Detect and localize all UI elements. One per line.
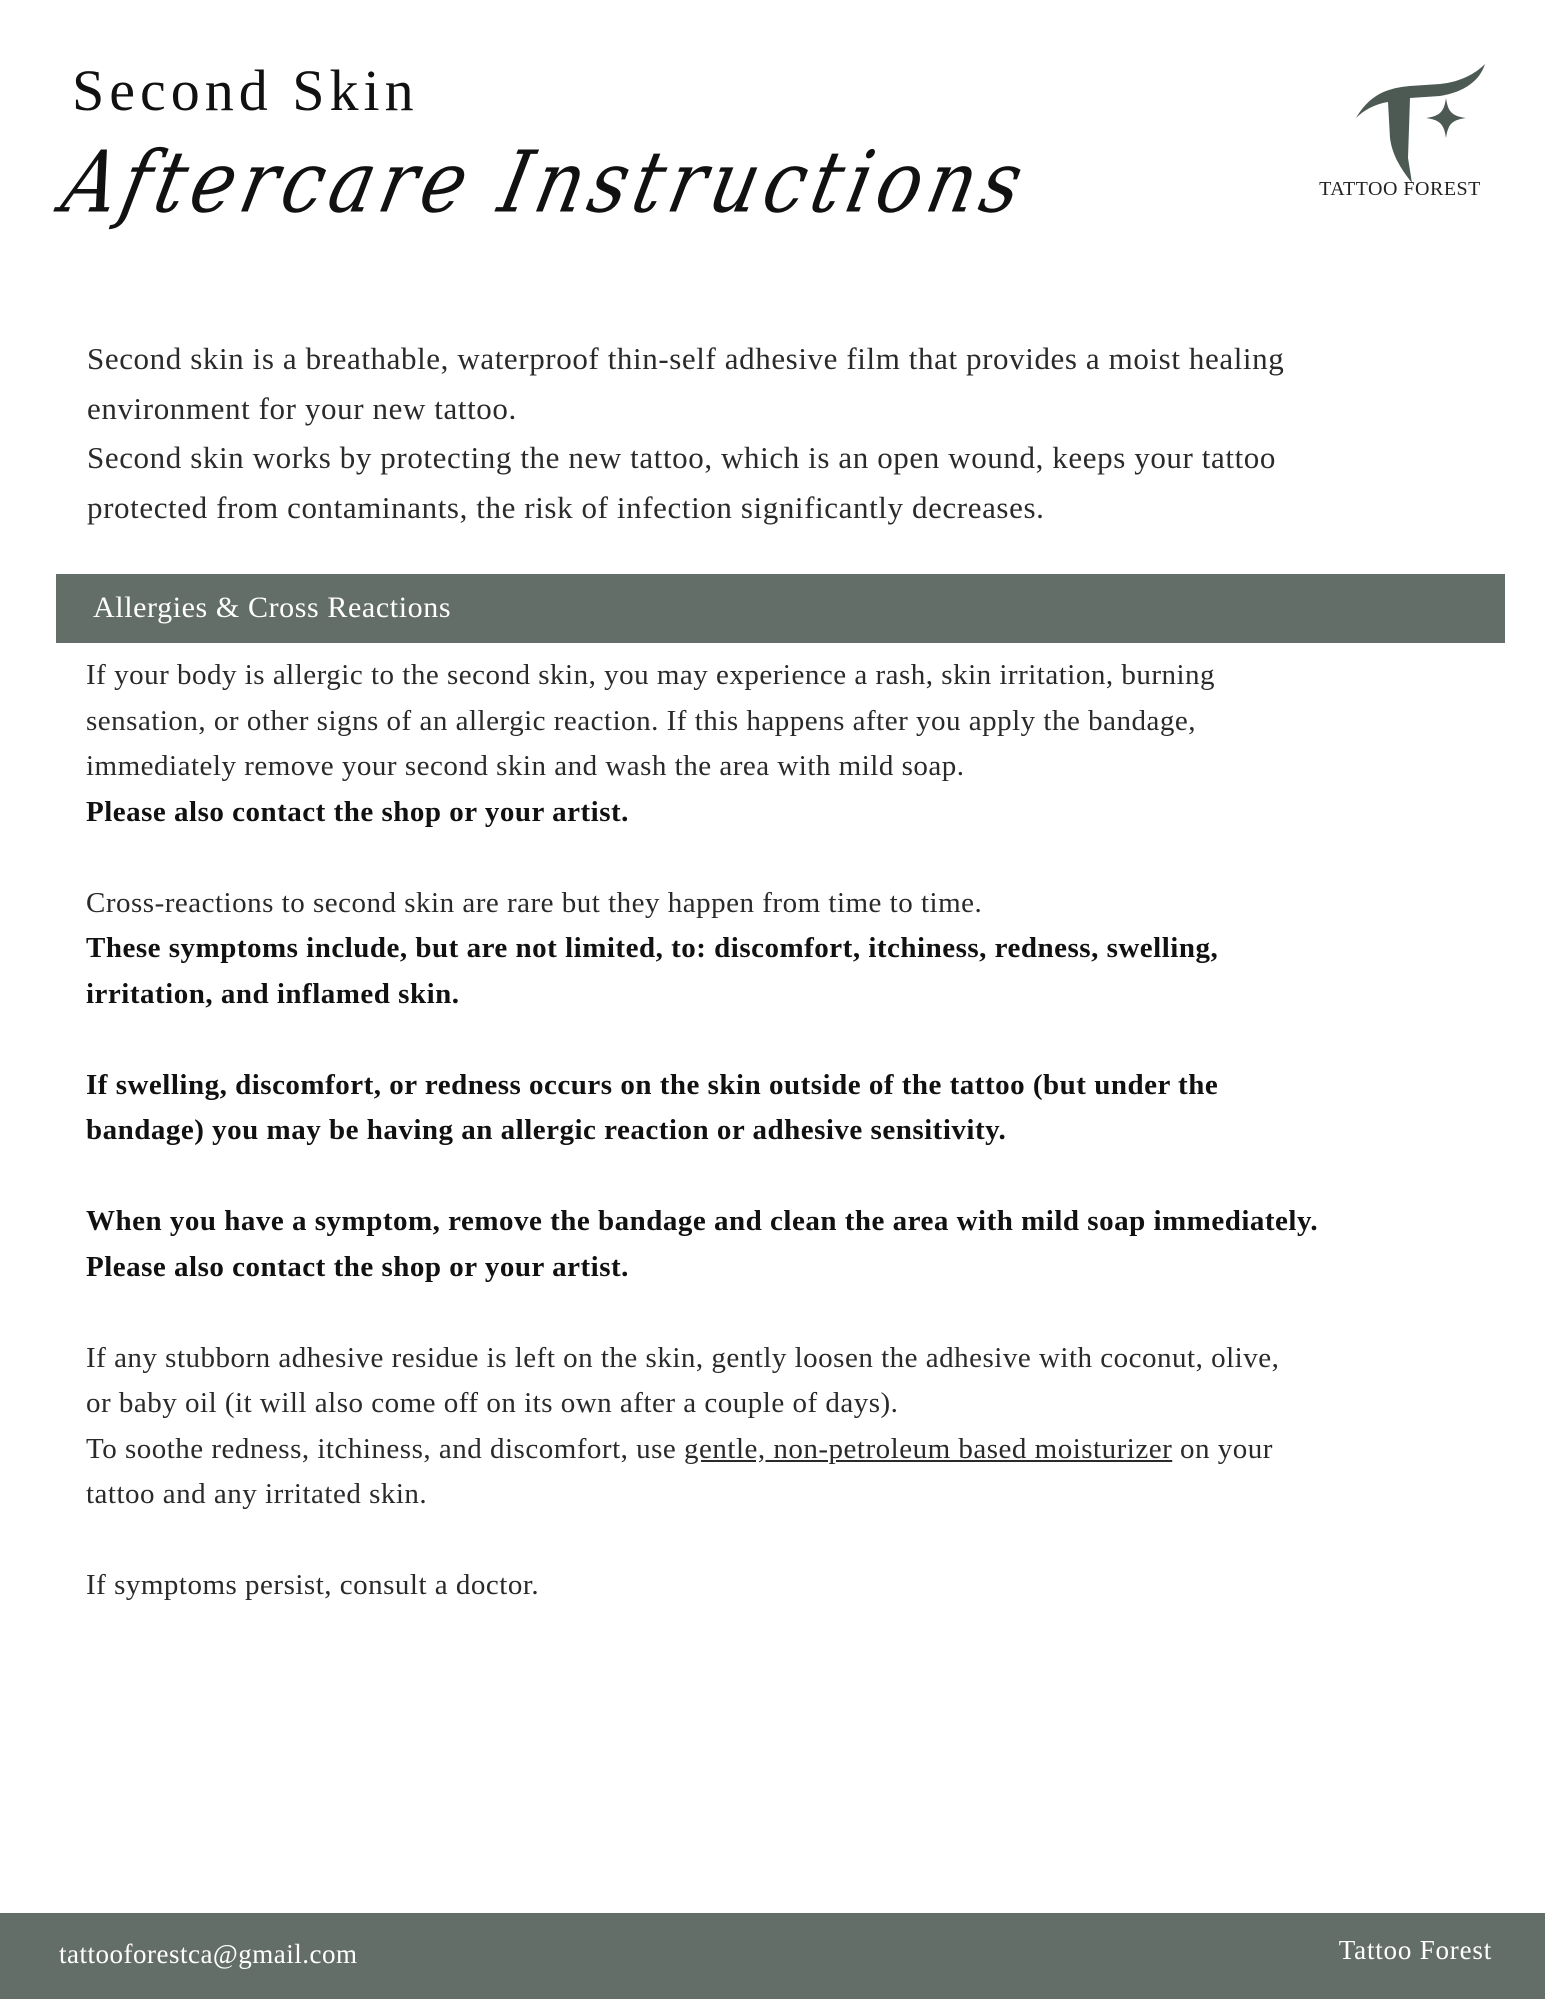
body-line: tattoo and any irritated skin. — [86, 1478, 428, 1510]
section-body — [86, 653, 1318, 1609]
body-line: If your body is allergic to the second skin, you may experience a rash, skin irritation, burning — [86, 659, 1216, 691]
logo-text: TATTOO FOREST — [1319, 178, 1481, 200]
body-line: If symptoms persist, consult a doctor. — [86, 1569, 540, 1601]
body-line — [86, 1427, 1318, 1473]
body-line: sensation, or other signs of an allergic reaction. If this happens after you apply the bandage, — [86, 704, 1196, 737]
section-title: Allergies & Cross Reactions — [93, 591, 452, 624]
body-text: To soothe redness, itchiness, and discomfort, use — [86, 1432, 685, 1465]
page-subtitle: Aftercare Instructions — [54, 133, 1037, 232]
body-line-bold: These symptoms include, but are not limited, to: discomfort, itchiness, redness, swelling, — [86, 932, 1219, 964]
body-line-bold: Please also contact the shop or your artist. — [86, 1250, 629, 1283]
body-line-bold: When you have a symptom, remove the bandage and clean the area with mild soap immediately. — [86, 1205, 1319, 1237]
intro-line: Second skin works by protecting the new tattoo, which is an open wound, keeps your tattoo — [87, 440, 1277, 475]
body-line-bold: irritation, and inflamed skin. — [86, 977, 460, 1010]
page-title: Second Skin — [72, 58, 419, 123]
body-text: on your — [1172, 1432, 1273, 1465]
intro-line: Second skin is a breathable, waterproof thin-self adhesive film that provides a moist healing — [87, 341, 1285, 376]
intro-text — [87, 334, 1284, 532]
body-line: or baby oil (it will also come off on its own after a couple of days). — [86, 1387, 899, 1419]
intro-line: protected from contaminants, the risk of infection significantly decreases. — [87, 489, 1045, 525]
footer-brand: Tattoo Forest — [1338, 1935, 1492, 1965]
moisturizer-link[interactable]: gentle, non-petroleum based moisturizer — [684, 1432, 1173, 1465]
section-header-bar — [56, 574, 1505, 643]
body-line: If any stubborn adhesive residue is left on the skin, gently loosen the adhesive with coconut, olive, — [86, 1341, 1280, 1374]
body-line-bold: Please also contact the shop or your artist. — [86, 795, 629, 828]
body-line: immediately remove your second skin and wash the area with mild soap. — [86, 750, 965, 782]
footer — [0, 1913, 1545, 1999]
body-line: Cross-reactions to second skin are rare but they happen from time to time. — [86, 886, 983, 919]
intro-line: environment for your new tattoo. — [87, 390, 517, 426]
body-line-bold: bandage) you may be having an allergic reaction or adhesive sensitivity. — [86, 1114, 1007, 1146]
footer-email: tattooforestca@gmail.com — [59, 1939, 358, 1969]
body-line-bold: If swelling, discomfort, or redness occurs on the skin outside of the tattoo (but under the — [86, 1068, 1219, 1101]
